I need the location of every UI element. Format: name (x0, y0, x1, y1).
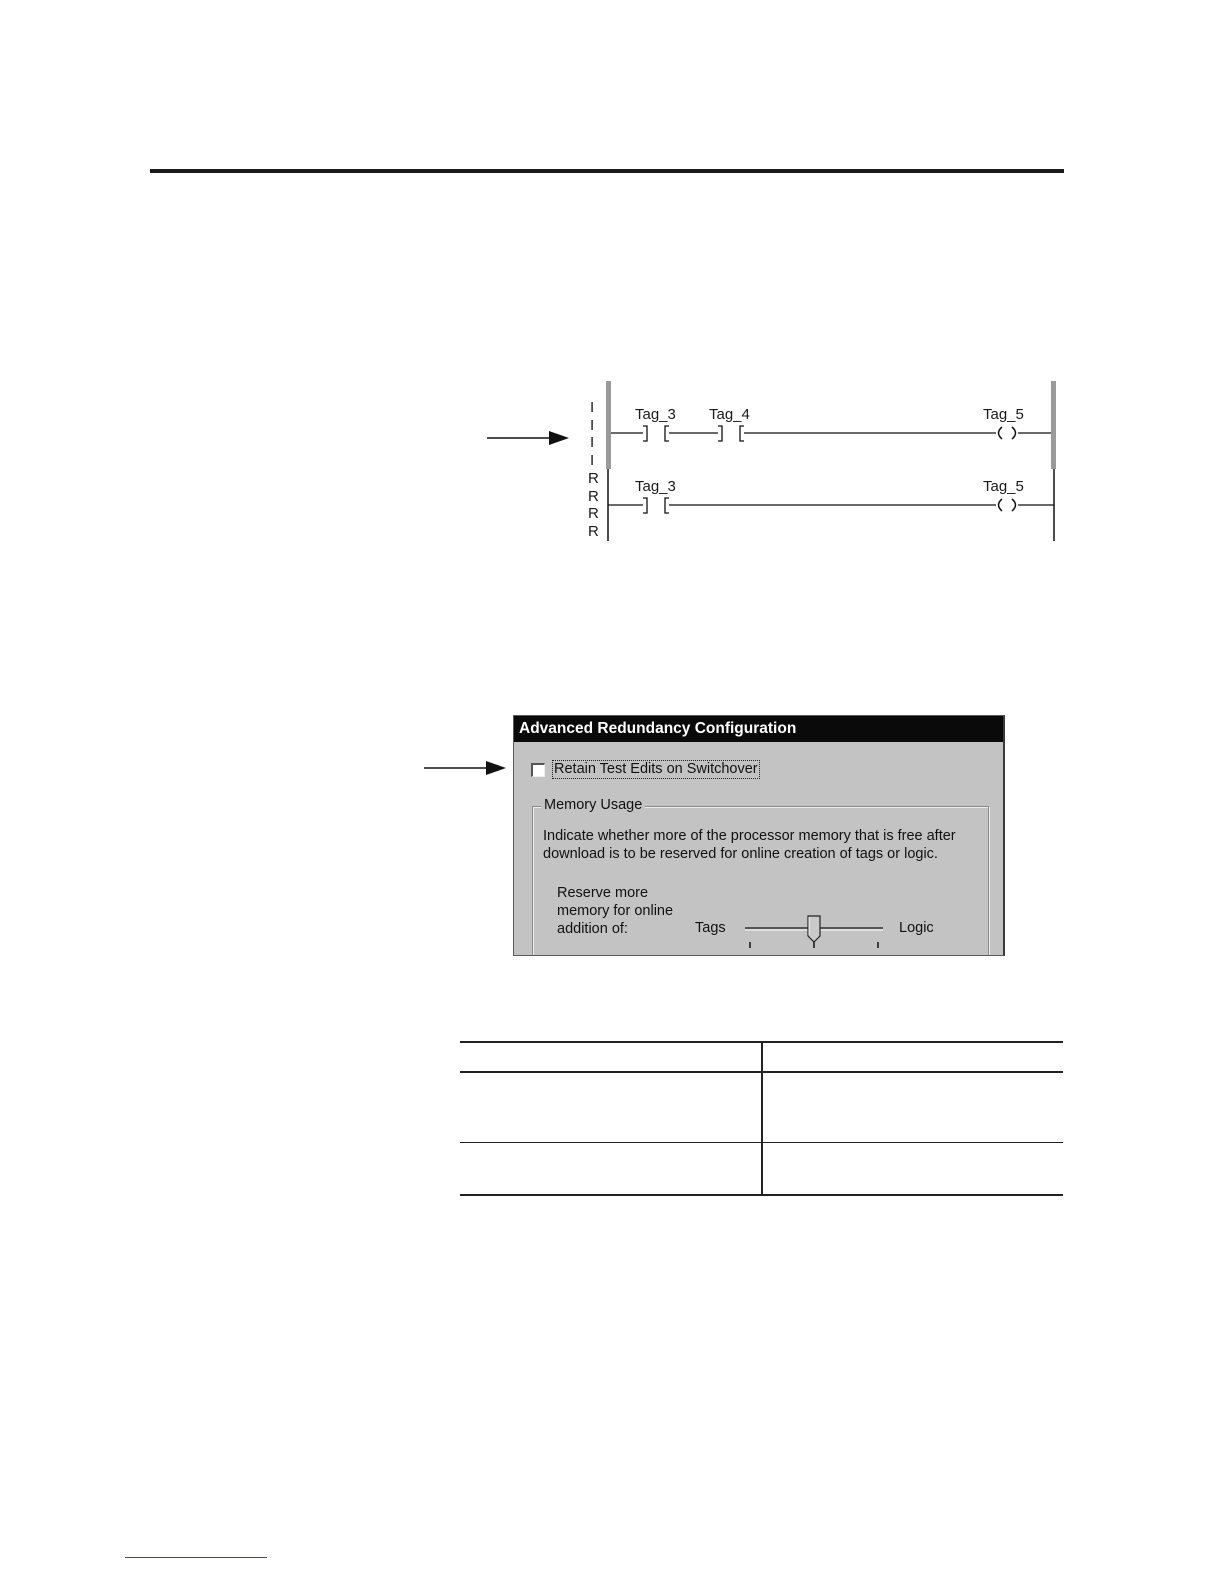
footer-link-line (125, 1557, 267, 1558)
rung1-contact-label: Tag_3 (635, 406, 676, 423)
slider-logic-label: Logic (899, 920, 934, 936)
rung-marker: I (590, 417, 595, 434)
rung2-coil-label: Tag_5 (983, 478, 1024, 495)
rung1-coil-label: Tag_5 (983, 406, 1024, 423)
memory-usage-group (532, 797, 989, 956)
retain-test-edits-checkbox[interactable] (531, 763, 545, 777)
right-rail-highlight (1051, 381, 1056, 469)
data-table (460, 1041, 1063, 1196)
retain-test-edits-label[interactable]: Retain Test Edits on Switchover (554, 761, 758, 777)
rung-marker: R (588, 488, 599, 505)
arrow-right-icon (424, 758, 508, 778)
table-column-divider (761, 1041, 763, 1196)
slider-tags-label: Tags (695, 920, 726, 936)
header-rule (150, 169, 1064, 173)
rung1-contact-label: Tag_4 (709, 406, 750, 423)
rung-marker: R (588, 470, 599, 487)
retain-test-edits-option[interactable] (531, 761, 759, 778)
slider-thumb (808, 916, 820, 942)
reserve-memory-label: Reserve more memory for online addition of: (557, 885, 674, 937)
advanced-redundancy-dialog (513, 715, 1005, 956)
rung-marker: I (590, 434, 595, 451)
left-rail-highlight (606, 381, 611, 469)
rung-marker: I (590, 452, 595, 469)
memory-slider[interactable] (743, 912, 885, 952)
rung-marker: I (590, 399, 595, 416)
rung-marker: R (588, 523, 599, 540)
rung-marker: R (588, 505, 599, 522)
ladder-diagram (480, 375, 1080, 550)
rung2-contact-label: Tag_3 (635, 478, 676, 495)
memory-usage-description: Indicate whether more of the processor memory that is free after download is to be reserved for online creation of tags or logic. (543, 828, 956, 862)
dialog-title: Advanced Redundancy Configuration (514, 716, 1003, 742)
memory-usage-title: Memory Usage (541, 797, 645, 813)
